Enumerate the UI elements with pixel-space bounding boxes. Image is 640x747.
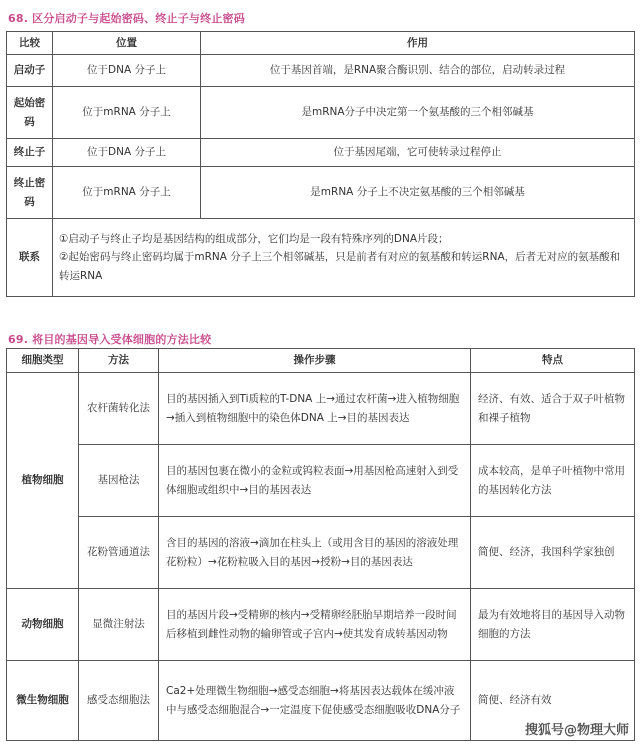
row-function: 位于基因首端，是RNA聚合酶识别、结合的部位，启动转录过程 (201, 55, 635, 87)
row-name: 终止密码 (7, 167, 53, 219)
table-header-row (7, 32, 635, 55)
table-row (7, 373, 635, 445)
steps: 含目的基因的溶液→滴加在柱头上（或用含目的基因的溶液处理花粉粒）→花粉粒吸入目的基因→授粉→目的基因表达 (159, 517, 471, 589)
row-function: 位于基因尾端，它可使转录过程停止 (201, 139, 635, 167)
promoter-codon-comparison-table (6, 31, 635, 297)
header-compare: 比较 (7, 32, 53, 55)
row-position: 位于DNA 分子上 (53, 55, 201, 87)
steps: 目的基因片段→受精卵的核内→受精卵经胚胎早期培养一段时间后移植到雌性动物的输卵管或子宫内→使其发育成转基因动物 (159, 589, 471, 661)
row-position: 位于mRNA 分子上 (53, 167, 201, 219)
feature: 简便、经济，我国科学家独创 (471, 517, 635, 589)
method: 基因枪法 (79, 445, 159, 517)
header-position: 位置 (53, 32, 201, 55)
method: 感受态细胞法 (79, 661, 159, 741)
gene-transfer-methods-table (6, 348, 635, 741)
header-feature: 特点 (471, 349, 635, 373)
section-69-title: 69. 将目的基因导入受体细胞的方法比较 (8, 333, 212, 346)
table-row-link (7, 219, 635, 297)
link-line-2: ②起始密码与终止密码均属于mRNA 分子上三个相邻碱基，只是前者有对应的氨基酸和转运RNA，后者无对应的氨基酸和转运RNA (59, 251, 621, 282)
header-method: 方法 (79, 349, 159, 373)
method: 农杆菌转化法 (79, 373, 159, 445)
row-name: 联系 (7, 219, 53, 297)
header-function: 作用 (201, 32, 635, 55)
steps: Ca2+处理微生物细胞→感受态细胞→将基因表达载体在缓冲液中与感受态细胞混合→一定温度下促使感受态细胞吸收DNA分子 (159, 661, 471, 741)
watermark: 搜狐号@物理大师 (522, 718, 632, 739)
section-68-title: 68. 区分启动子与起始密码、终止子与终止密码 (8, 12, 245, 25)
row-function: 是mRNA分子中决定第一个氨基酸的三个相邻碱基 (201, 87, 635, 139)
feature: 最为有效地将目的基因导入动物细胞的方法 (471, 589, 635, 661)
row-name: 终止子 (7, 139, 53, 167)
steps: 目的基因插入到Ti质粒的T-DNA 上→通过农杆菌→进入植物细胞→插入到植物细胞中的染色体DNA 上→目的基因表达 (159, 373, 471, 445)
table-header-row (7, 349, 635, 373)
cell-type: 微生物细胞 (7, 661, 79, 741)
table-row (7, 87, 635, 139)
row-function: 是mRNA 分子上不决定氨基酸的三个相邻碱基 (201, 167, 635, 219)
row-name: 启动子 (7, 55, 53, 87)
method: 花粉管通道法 (79, 517, 159, 589)
link-line-1: ①启动子与终止子均是基因结构的组成部分，它们均是一段有特殊序列的DNA片段； (59, 232, 449, 245)
table-row (7, 139, 635, 167)
table-row (7, 517, 635, 589)
row-position: 位于DNA 分子上 (53, 139, 201, 167)
feature: 成本较高，是单子叶植物中常用的基因转化方法 (471, 445, 635, 517)
table-row (7, 445, 635, 517)
header-steps: 操作步骤 (159, 349, 471, 373)
feature: 经济、有效、适合于双子叶植物和裸子植物 (471, 373, 635, 445)
method: 显微注射法 (79, 589, 159, 661)
row-position: 位于mRNA 分子上 (53, 87, 201, 139)
cell-type: 动物细胞 (7, 589, 79, 661)
cell-type: 植物细胞 (7, 373, 79, 589)
link-description (53, 219, 635, 297)
steps: 目的基因包裹在微小的金粒或钨粒表面→用基因枪高速射入到受体细胞或组织中→目的基因表达 (159, 445, 471, 517)
table-row (7, 589, 635, 661)
header-cell-type: 细胞类型 (7, 349, 79, 373)
row-name: 起始密码 (7, 87, 53, 139)
table-row (7, 55, 635, 87)
table-row (7, 167, 635, 219)
feature: 简便、经济有效 (471, 661, 635, 741)
